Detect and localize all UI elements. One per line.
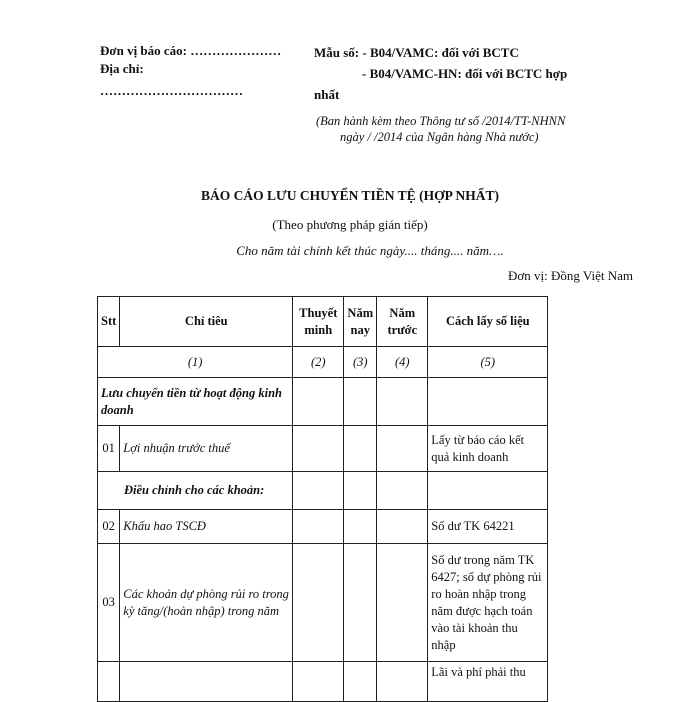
circular-note [316,113,616,145]
row-cach-lay: Số dư TK 64221 [428,510,548,544]
form-number-block [314,42,614,105]
address-label: Địa chỉ: [100,61,144,76]
table-row [98,472,548,510]
cash-flow-table [97,296,548,702]
row-chi-tieu: Khấu hao TSCĐ [120,510,293,544]
row-stt [98,662,120,702]
address-dots: …………………………… [100,83,243,98]
table-row [98,510,548,544]
row-cach-lay: Lãi và phí phải thu [428,662,548,702]
row-stt: 01 [98,426,120,472]
circular-note-line-1: (Ban hành kèm theo Thông tư số /2014/TT-NHNN [316,114,566,128]
report-method: (Theo phương pháp gián tiếp) [272,217,428,232]
adjustments-label: Điều chỉnh cho các khoản: [98,472,293,510]
col-number-1: (1) [98,347,293,378]
col-number-3: (3) [344,347,377,378]
currency-unit: Đơn vị: Đồng Việt Nam [507,268,633,283]
section-operating-activities: Lưu chuyển tiền từ hoạt động kinh doanh [98,378,293,426]
table-row [98,378,548,426]
form-line-2: - B04/VAMC-HN: đối với BCTC hợp [362,66,568,81]
form-line-1: Mẫu số: - B04/VAMC: đối với BCTC [314,45,519,60]
header-stt: Stt [98,297,120,347]
report-title: BÁO CÁO LƯU CHUYỂN TIỀN TỆ (HỢP NHẤT) [201,188,499,203]
table-row [98,544,548,662]
header-nam-truoc: Năm trước [377,297,428,347]
row-chi-tieu [120,662,293,702]
reporting-unit-label: Đơn vị báo cáo: ………………… [100,43,282,58]
col-number-5: (5) [428,347,548,378]
table-header-row [98,297,548,347]
header-chi-tieu: Chỉ tiêu [120,297,293,347]
table-row [98,426,548,472]
header-cach-lay: Cách lấy số liệu [428,297,548,347]
header-thuyet-minh: Thuyết minh [293,297,344,347]
col-number-2: (2) [293,347,344,378]
form-line-3: nhất [314,87,340,102]
row-chi-tieu: Các khoản dự phòng rủi ro trong kỳ tăng/(hoàn nhập) trong năm [120,544,293,662]
table-row [98,662,548,702]
column-number-row [98,347,548,378]
header-nam-nay: Năm nay [344,297,377,347]
row-chi-tieu: Lợi nhuận trước thuế [120,426,293,472]
row-cach-lay: Số dư trong năm TK 6427; số dự phòng rủi ro hoàn nhập trong năm được hạch toán vào tài khoản thu nhập [428,544,548,662]
col-number-4: (4) [377,347,428,378]
report-period: Cho năm tài chính kết thúc ngày.... tháng.... năm…. [236,243,504,258]
report-header-left [100,42,281,100]
row-cach-lay: Lấy từ báo cáo kết quả kinh doanh [428,426,548,472]
circular-note-line-2: ngày / /2014 của Ngân hàng Nhà nước) [340,130,539,144]
row-stt: 03 [98,544,120,662]
row-stt: 02 [98,510,120,544]
